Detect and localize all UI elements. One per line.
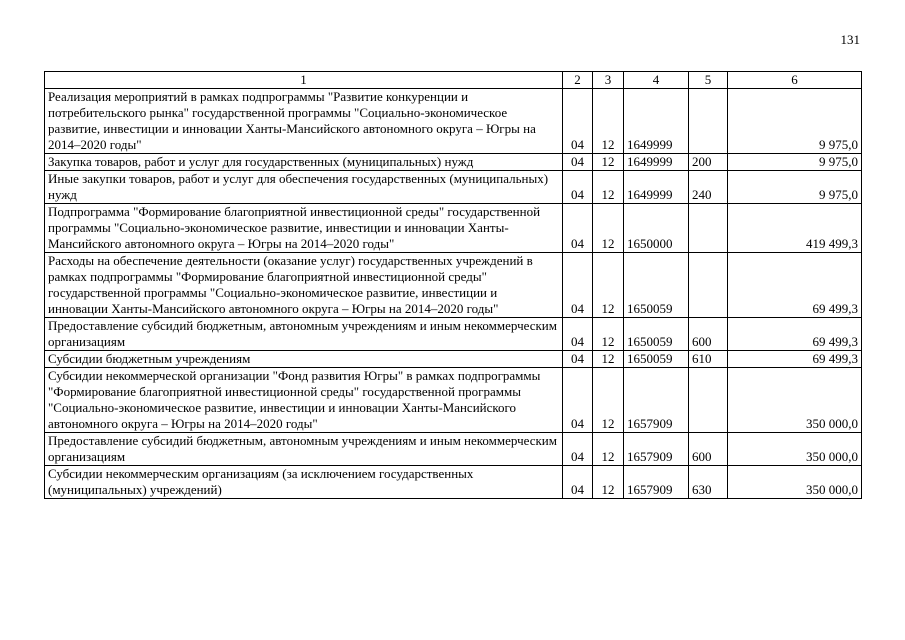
row-description: Предоставление субсидий бюджетным, автономным учреждениям и иным некоммерческим организациям [45,318,563,351]
row-amount: 9 975,0 [728,171,862,204]
row-expense-type [689,368,728,433]
row-description: Подпрограмма "Формирование благоприятной инвестиционной среды" государственной программы "Социально-экономическое развитие, инвестиции и инновации Ханты-Мансийского автономного округа – Югры на 2014–2020 годы" [45,204,563,253]
table-row [45,154,862,171]
header-col-4: 4 [624,72,689,89]
row-subsection: 12 [593,171,624,204]
row-amount: 350 000,0 [728,466,862,499]
row-expense-type [689,204,728,253]
row-expense-type [689,89,728,154]
row-section: 04 [563,318,593,351]
row-section: 04 [563,368,593,433]
header-col-2: 2 [563,72,593,89]
row-description: Субсидии бюджетным учреждениям [45,351,563,368]
table-row [45,433,862,466]
table-row [45,171,862,204]
row-section: 04 [563,253,593,318]
row-section: 04 [563,89,593,154]
row-section: 04 [563,433,593,466]
row-amount: 9 975,0 [728,154,862,171]
row-amount: 69 499,3 [728,253,862,318]
row-subsection: 12 [593,204,624,253]
header-col-5: 5 [689,72,728,89]
row-section: 04 [563,204,593,253]
row-expense-type: 600 [689,433,728,466]
table-row [45,89,862,154]
row-description: Закупка товаров, работ и услуг для государственных (муниципальных) нужд [45,154,563,171]
header-col-3: 3 [593,72,624,89]
budget-table [44,71,862,499]
row-subsection: 12 [593,351,624,368]
row-amount: 69 499,3 [728,318,862,351]
row-target-article: 1657909 [624,368,689,433]
table-row [45,351,862,368]
table-row [45,368,862,433]
row-description: Реализация мероприятий в рамках подпрограммы "Развитие конкуренции и потребительского рынка" государственной программы "Социально-экономическое развитие, инвестиции и инновации Ханты-Мансийского автономного округа – Югры на 2014–2020 годы" [45,89,563,154]
row-amount: 350 000,0 [728,433,862,466]
row-expense-type: 630 [689,466,728,499]
header-col-1: 1 [45,72,563,89]
row-description: Субсидии некоммерческим организациям (за исключением государственных (муниципальных) учреждений) [45,466,563,499]
page-number: 131 [840,32,860,47]
row-subsection: 12 [593,433,624,466]
row-target-article: 1650059 [624,318,689,351]
row-target-article: 1649999 [624,154,689,171]
row-subsection: 12 [593,466,624,499]
row-target-article: 1649999 [624,171,689,204]
row-subsection: 12 [593,318,624,351]
row-target-article: 1650000 [624,204,689,253]
row-target-article: 1649999 [624,89,689,154]
row-subsection: 12 [593,253,624,318]
row-expense-type: 240 [689,171,728,204]
table-row [45,204,862,253]
row-subsection: 12 [593,368,624,433]
row-target-article: 1650059 [624,351,689,368]
header-col-6: 6 [728,72,862,89]
row-expense-type: 200 [689,154,728,171]
table-row [45,253,862,318]
row-subsection: 12 [593,89,624,154]
row-target-article: 1657909 [624,466,689,499]
row-target-article: 1650059 [624,253,689,318]
row-target-article: 1657909 [624,433,689,466]
header-row [45,72,862,89]
row-amount: 419 499,3 [728,204,862,253]
row-description: Расходы на обеспечение деятельности (оказание услуг) государственных учреждений в рамках подпрограммы "Формирование благоприятной инвестиционной среды" государственной программы "Социально-экономическое развитие, инвестиции и инновации Ханты-Мансийского автономного округа – Югры на 2014–2020 годы" [45,253,563,318]
row-amount: 350 000,0 [728,368,862,433]
row-subsection: 12 [593,154,624,171]
row-description: Предоставление субсидий бюджетным, автономным учреждениям и иным некоммерческим организациям [45,433,563,466]
row-expense-type [689,253,728,318]
row-amount: 69 499,3 [728,351,862,368]
row-section: 04 [563,351,593,368]
row-description: Субсидии некоммерческой организации "Фонд развития Югры" в рамках подпрограммы "Формирование благоприятной инвестиционной среды" государственной программы "Социально-экономическое развитие, инвестиции и инновации Ханты-Мансийского автономного округа – Югры на 2014–2020 годы" [45,368,563,433]
row-expense-type: 610 [689,351,728,368]
row-section: 04 [563,466,593,499]
row-section: 04 [563,154,593,171]
table-row [45,318,862,351]
row-section: 04 [563,171,593,204]
row-amount: 9 975,0 [728,89,862,154]
row-expense-type: 600 [689,318,728,351]
row-description: Иные закупки товаров, работ и услуг для обеспечения государственных (муниципальных) нужд [45,171,563,204]
table-row [45,466,862,499]
